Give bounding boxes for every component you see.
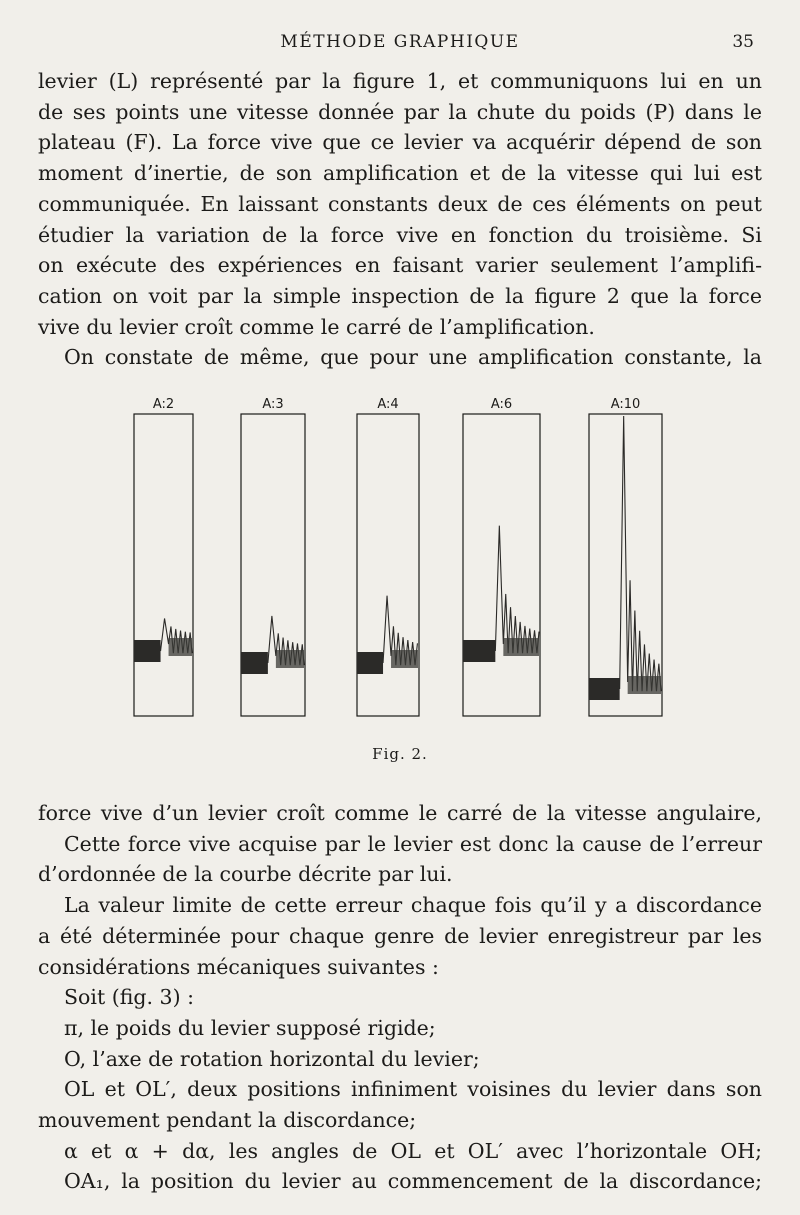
trace-band-after: [391, 650, 418, 668]
text-line: de ses points une vitesse donnée par la chute du poids (P) dans le: [38, 99, 762, 124]
paragraph-top: [38, 66, 762, 373]
trace-band: [241, 652, 268, 674]
text-line: OL et OL′, deux positions infiniment voisines du levier dans son: [64, 1077, 762, 1102]
text-line: moment d’inertie, de son amplification et de la vitesse qui lui est: [38, 161, 762, 186]
text-line: d’ordonnée de la courbe décrite par lui.: [38, 862, 453, 887]
trace-band-after: [503, 638, 539, 656]
figure-2: [0, 390, 800, 770]
text-line: communiquée. En laissant constants deux de ces éléments on peut: [38, 191, 762, 216]
text-line: On constate de même, que pour une amplification constante, la: [64, 345, 762, 370]
trace-line: [495, 526, 539, 654]
text-line: on exécute des expériences en faisant varier seulement l’amplifi-: [38, 253, 762, 278]
text-line: a été déterminée pour chaque genre de levier enregistreur par les: [38, 923, 762, 948]
figure-2-drawing: [0, 390, 800, 730]
text-line: considérations mécaniques suivantes :: [38, 954, 439, 979]
trace-band: [463, 640, 495, 662]
text-line: vive du levier croît comme le carré de l’amplification.: [38, 314, 595, 339]
text-line: La valeur limite de cette erreur chaque fois qu’il y a discordance: [64, 893, 762, 918]
trace-band: [134, 640, 161, 662]
text-line: mouvement pendant la discordance;: [38, 1108, 417, 1133]
text-line: π, le poids du levier supposé rigide;: [64, 1015, 436, 1040]
trace-band: [589, 678, 620, 700]
text-line: cation on voit par la simple inspection de la figure 2 que la force: [38, 283, 762, 308]
panel-label: A:4: [377, 397, 399, 412]
panel-label: A:2: [152, 397, 175, 412]
recording-panel: [134, 397, 193, 716]
text-line: Cette force vive acquise par le levier est donc la cause de l’erreur: [64, 831, 762, 856]
recording-panel: [463, 397, 540, 716]
text-line: force vive d’un levier croît comme le carré de la vitesse angulaire,: [38, 801, 762, 825]
text-line: OA₁, la position du levier au commencement de la discordance;: [64, 1169, 762, 1194]
running-head: MÉTHODE GRAPHIQUE: [280, 32, 520, 52]
page-header: [0, 30, 800, 56]
recording-panel: [357, 397, 419, 716]
panel-label: A:6: [490, 397, 513, 412]
trace-band-after: [276, 650, 304, 668]
text-line: Soit (fig. 3) :: [64, 985, 194, 1010]
trace-band-after: [169, 638, 192, 656]
paragraph-bottom: [38, 798, 762, 1197]
text-line: O, l’axe de rotation horizontal du levier;: [64, 1046, 480, 1071]
text-line: levier (L) représenté par la figure 1, et communiquons lui en un: [38, 69, 762, 93]
figure-caption: Fig. 2.: [372, 745, 428, 763]
panel-label: A:10: [610, 397, 641, 412]
text-line: étudier la variation de la force vive en fonction du troisième. Si: [38, 222, 762, 247]
panel-frame: [134, 414, 193, 716]
panel-frame: [463, 414, 540, 716]
text-line: α et α + dα, les angles de OL et OL′ avec l’horizontale OH;: [64, 1138, 762, 1163]
trace-band-after: [628, 676, 661, 694]
panel-label: A:3: [262, 397, 284, 412]
recording-panel: [241, 397, 305, 716]
text-line: plateau (F). La force vive que ce levier va acquérir dépend de son: [38, 130, 762, 155]
recording-panel: [589, 397, 662, 716]
page-number: 35: [732, 32, 754, 52]
trace-line: [620, 416, 661, 691]
trace-band: [357, 652, 383, 674]
